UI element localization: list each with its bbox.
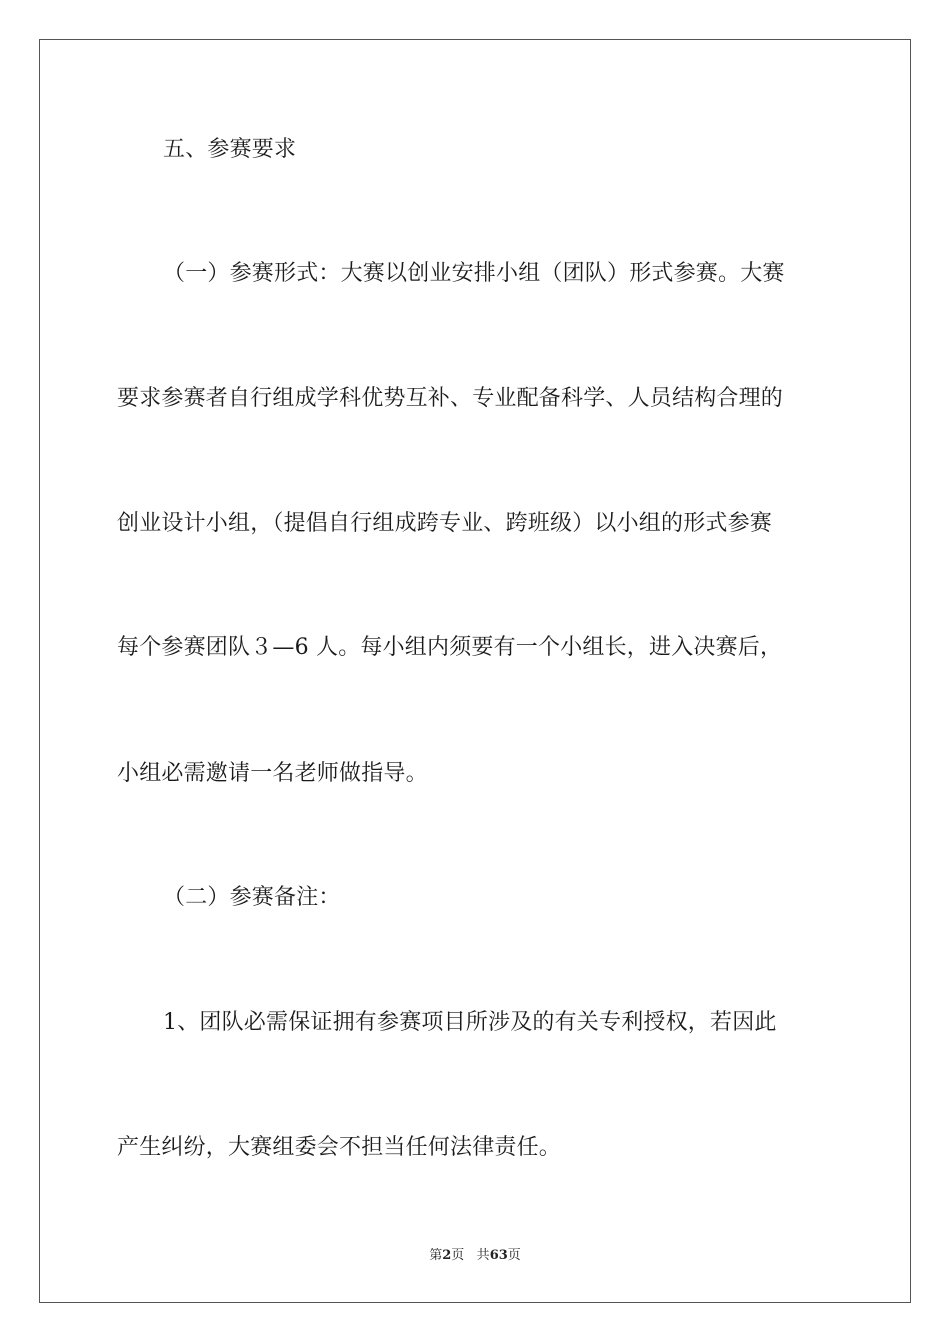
footer-page-number: 2	[442, 1248, 452, 1263]
paragraph-line: 每个参赛团队３—6 人。每小组内须要有一个小组长，进入决赛后，	[117, 635, 783, 660]
footer-total-pages: 63	[489, 1248, 508, 1263]
footer-page-unit: 页	[451, 1248, 465, 1263]
paragraph-line: 1、团队必需保证拥有参赛项目所涉及的有关专利授权，若因此	[163, 1010, 777, 1035]
footer-total-unit: 页	[507, 1248, 521, 1263]
footer-page-prefix: 第	[429, 1248, 443, 1263]
paragraph-line: 要求参赛者自行组成学科优势互补、专业配备科学、人员结构合理的	[117, 386, 784, 411]
paragraph-line: 产生纠纷，大赛组委会不担当任何法律责任。	[117, 1135, 562, 1160]
footer-total-prefix: 共	[476, 1248, 490, 1263]
section-heading: 五、参赛要求	[163, 137, 297, 162]
paragraph-line: 小组必需邀请一名老师做指导。	[117, 761, 428, 786]
page-footer	[0, 1247, 950, 1265]
page-border	[39, 39, 911, 1303]
paragraph-line: （一）参赛形式：大赛以创业安排小组（团队）形式参赛。大赛	[163, 261, 785, 286]
subsection-heading: （二）参赛备注：	[163, 885, 341, 910]
paragraph-line: 创业设计小组，（提倡自行组成跨专业、跨班级）以小组的形式参赛	[117, 511, 773, 536]
